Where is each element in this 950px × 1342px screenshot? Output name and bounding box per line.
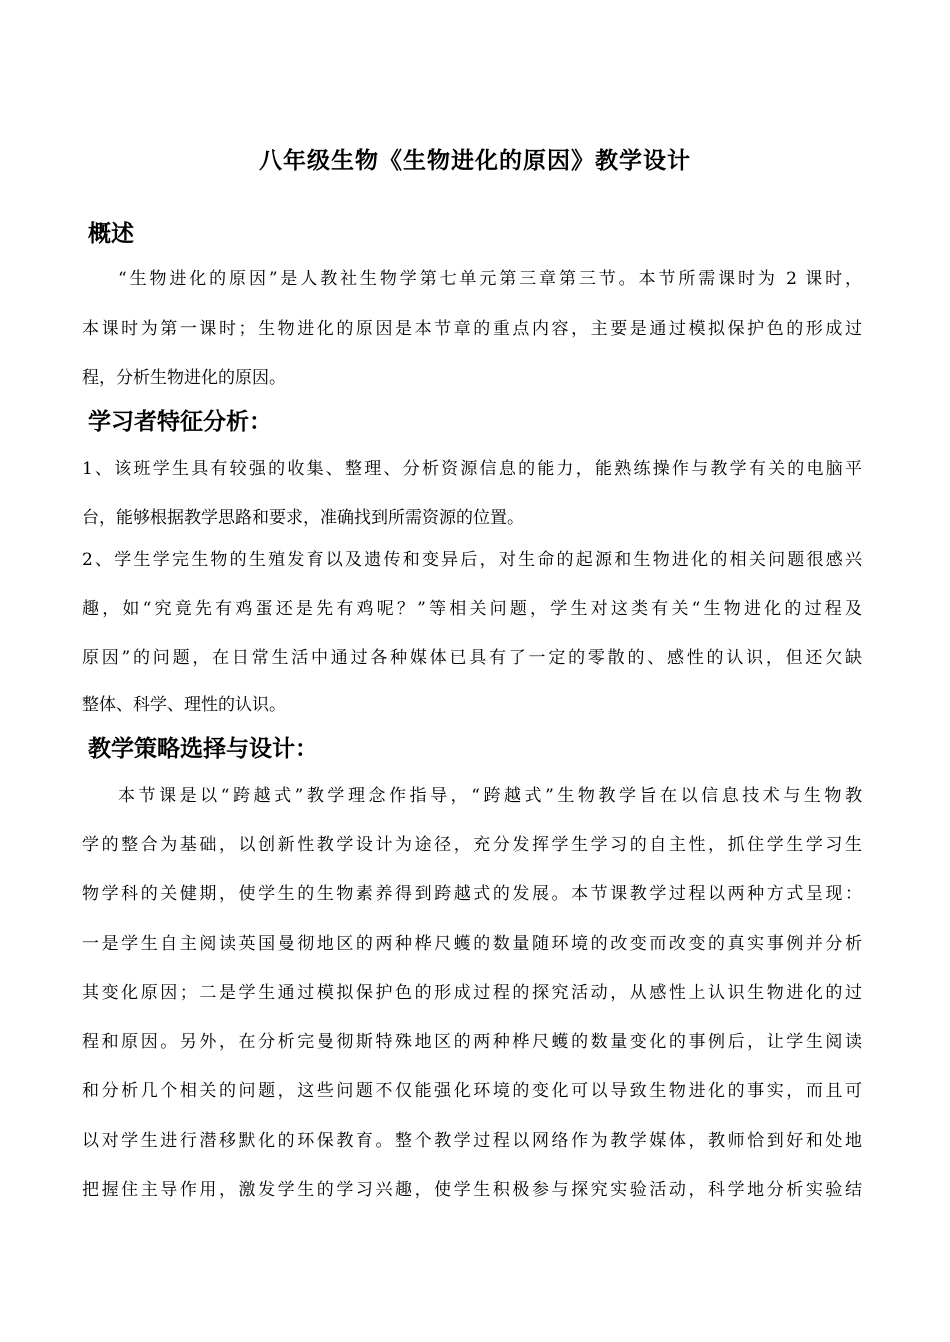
paragraph-line: 程和原因。另外，在分析完曼彻斯特殊地区的两种桦尺蠖的数量变化的事例后，让学生阅读 [82,1032,862,1052]
section-heading-overview: 概述 [88,221,134,247]
paragraph-line: 把握住主导作用，激发学生的学习兴趣，使学生积极参与探究实验活动，科学地分析实验结 [82,1180,862,1200]
paragraph-line: 本课时为第一课时；生物进化的原因是本节章的重点内容，主要是通过模拟保护色的形成过 [82,319,862,339]
paragraph-line: 和分析几个相关的问题，这些问题不仅能强化环境的变化可以导致生物进化的事实，而且可 [82,1081,862,1101]
paragraph-line: “生物进化的原因”是人教社生物学第七单元第三章第三节。本节所需课时为 2 课时， [118,269,862,289]
paragraph-line: 台，能够根据教学思路和要求，准确找到所需资源的位置。 [82,508,524,528]
paragraph-line: 学的整合为基础，以创新性教学设计为途径，充分发挥学生学习的自主性，抓住学生学习生 [82,835,862,855]
paragraph-line: 以对学生进行潜移默化的环保教育。整个教学过程以网络作为教学媒体，教师恰到好和处地 [82,1131,862,1151]
paragraph-line: 2、学生学完生物的生殖发育以及遗传和变异后，对生命的起源和生物进化的相关问题很感兴 [82,550,862,570]
paragraph-line: 其变化原因；二是学生通过模拟保护色的形成过程的探究活动，从感性上认识生物进化的过 [82,983,862,1003]
paragraph-line: 原因”的问题，在日常生活中通过各种媒体已具有了一定的零散的、感性的认识，但还欠缺 [82,648,862,668]
paragraph-line: 1、该班学生具有较强的收集、整理、分析资源信息的能力，能熟练操作与教学有关的电脑平 [82,459,862,479]
paragraph-line: 本节课是以“跨越式”教学理念作指导，“跨越式”生物教学旨在以信息技术与生物教 [118,786,862,806]
paragraph-line: 一是学生自主阅读英国曼彻地区的两种桦尺蠖的数量随环境的改变而改变的真实事例并分析 [82,934,862,954]
paragraph-line: 趣，如“究竟先有鸡蛋还是先有鸡呢？”等相关问题，学生对这类有关“生物进化的过程及 [82,599,862,619]
paragraph-line: 整体、科学、理性的认识。 [82,695,286,715]
section-heading-teaching-strategy: 教学策略选择与设计： [88,736,318,762]
paragraph-line: 程，分析生物进化的原因。 [82,368,286,388]
section-heading-learner-analysis: 学习者特征分析： [88,409,272,435]
paragraph-line: 物学科的关健期，使学生的生物素养得到跨越式的发展。本节课教学过程以两种方式呈现： [82,884,862,904]
document-title: 八年级生物《生物进化的原因》教学设计 [259,147,691,174]
